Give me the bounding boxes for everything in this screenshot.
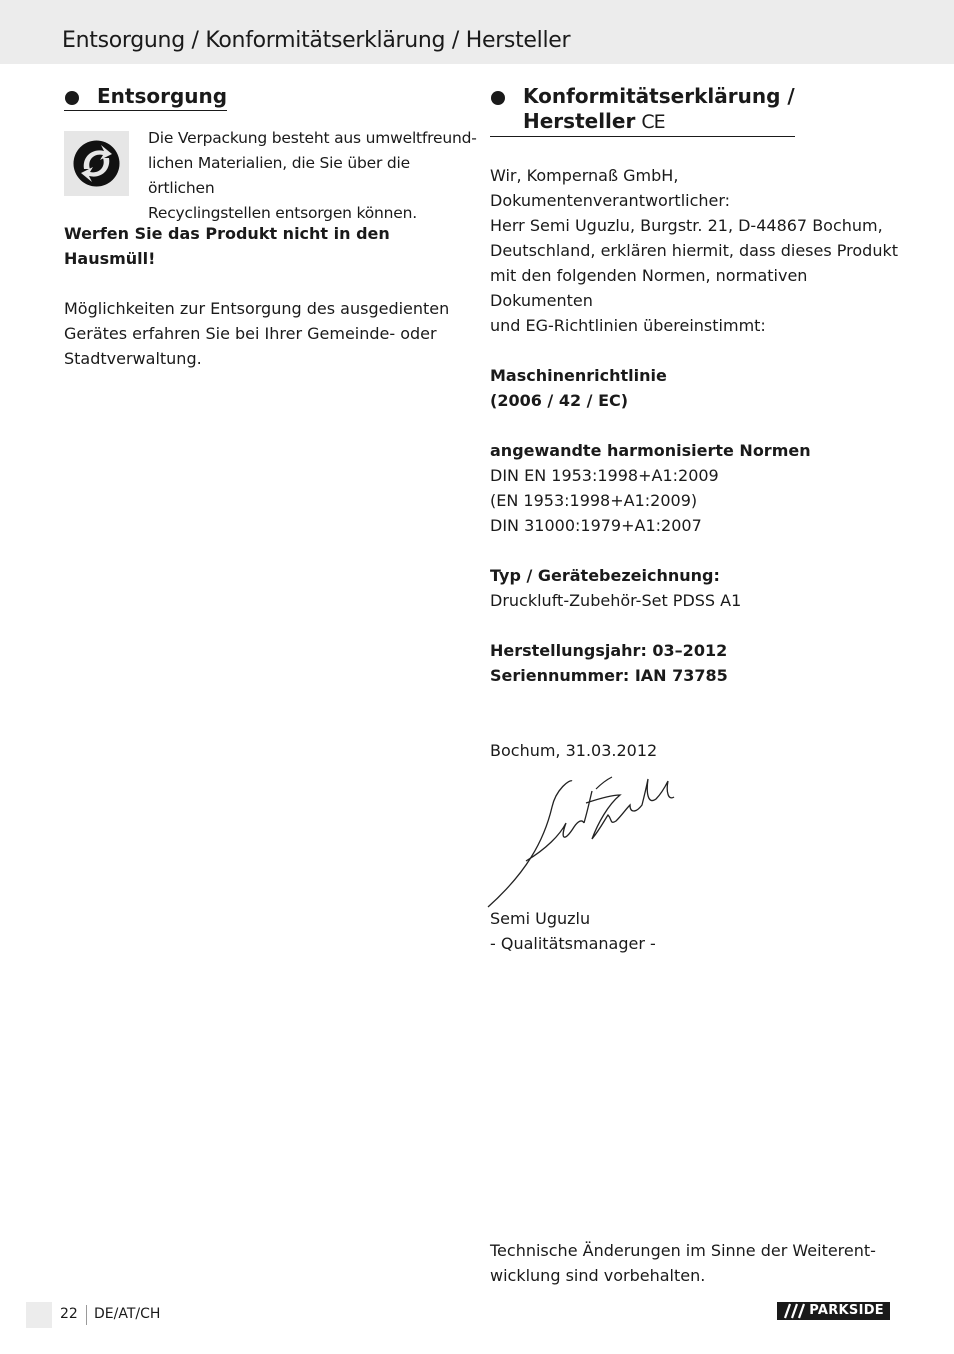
text-line: wicklung sind vorbehalten.	[490, 1266, 706, 1285]
norms	[490, 438, 910, 538]
text-line: Recyclingstellen entsorgen können.	[148, 204, 417, 222]
heading-text	[523, 84, 795, 135]
disposal-info	[64, 296, 469, 371]
type-label: Typ / Gerätebezeichnung:	[490, 566, 720, 585]
recycling-text	[148, 126, 478, 226]
heading-line-1: Konformitätserklärung /	[523, 84, 795, 108]
declaration-intro	[490, 163, 910, 338]
text-line: Die Verpackung besteht aus umweltfreund-	[148, 129, 477, 147]
ce-mark-icon: CE	[641, 111, 665, 133]
heading-text: Entsorgung	[97, 84, 228, 108]
text-line: Deutschland, erklären hiermit, dass dieses Produkt	[490, 241, 898, 260]
serial-number: Seriennummer: IAN 73785	[490, 666, 728, 685]
section-heading-entsorgung	[64, 84, 227, 111]
text-line: mit den folgenden Normen, normativen Dokumenten	[490, 266, 808, 310]
warning-text	[64, 221, 469, 271]
brand-name: PARKSIDE	[809, 1303, 884, 1318]
country-code: DE/AT/CH	[94, 1306, 161, 1322]
norm-item: DIN EN 1953:1998+A1:2009	[490, 466, 719, 485]
text-line: Hausmüll!	[64, 249, 156, 268]
signer-title: - Qualitätsmanager -	[490, 934, 656, 953]
text-line: Maschinenrichtlinie	[490, 366, 667, 385]
recycling-icon	[64, 131, 129, 196]
parkside-logo	[777, 1302, 890, 1320]
signer-name: Semi Uguzlu	[490, 909, 591, 928]
right-column	[490, 84, 910, 956]
type-value: Druckluft-Zubehör-Set PDSS A1	[490, 591, 742, 610]
text-line: (2006 / 42 / EC)	[490, 391, 629, 410]
technical-notice	[490, 1238, 910, 1288]
production-info	[490, 638, 910, 688]
signature-image	[486, 769, 696, 909]
text-line: lichen Materialien, die Sie über die örtlichen	[148, 154, 410, 197]
norm-item: (EN 1953:1998+A1:2009)	[490, 491, 698, 510]
text-line: Herr Semi Uguzlu, Burgstr. 21, D-44867 Bochum,	[490, 216, 883, 235]
left-column	[64, 84, 477, 371]
text-line: Gerätes erfahren Sie bei Ihrer Gemeinde- oder	[64, 324, 437, 343]
page-title: Entsorgung / Konformitätserklärung / Hersteller	[62, 28, 571, 53]
text-line: Werfen Sie das Produkt nicht in den	[64, 224, 390, 243]
norm-item: DIN 31000:1979+A1:2007	[490, 516, 702, 535]
footer-box	[26, 1302, 52, 1328]
page-number: 22	[60, 1306, 78, 1322]
norms-title: angewandte harmonisierte Normen	[490, 441, 811, 460]
text-line: Technische Änderungen im Sinne der Weiterent-	[490, 1241, 876, 1260]
bullet-icon	[491, 91, 505, 105]
text-line: Stadtverwaltung.	[64, 349, 202, 368]
text-line: Wir, Kompernaß GmbH, Dokumentenverantwortlicher:	[490, 166, 731, 210]
logo-stripes-icon	[781, 1302, 807, 1320]
bullet-icon	[65, 91, 79, 105]
text-line: und EG-Richtlinien übereinstimmt:	[490, 316, 766, 335]
device-type	[490, 563, 910, 613]
heading-line-2: Hersteller	[523, 109, 636, 133]
production-year: Herstellungsjahr: 03–2012	[490, 641, 728, 660]
section-heading-konformitaet	[490, 84, 795, 137]
place-date: Bochum, 31.03.2012	[490, 741, 658, 760]
recycling-block	[64, 129, 477, 222]
text-line: Möglichkeiten zur Entsorgung des ausgedienten	[64, 299, 450, 318]
directive	[490, 363, 910, 413]
footer-divider	[86, 1305, 87, 1325]
